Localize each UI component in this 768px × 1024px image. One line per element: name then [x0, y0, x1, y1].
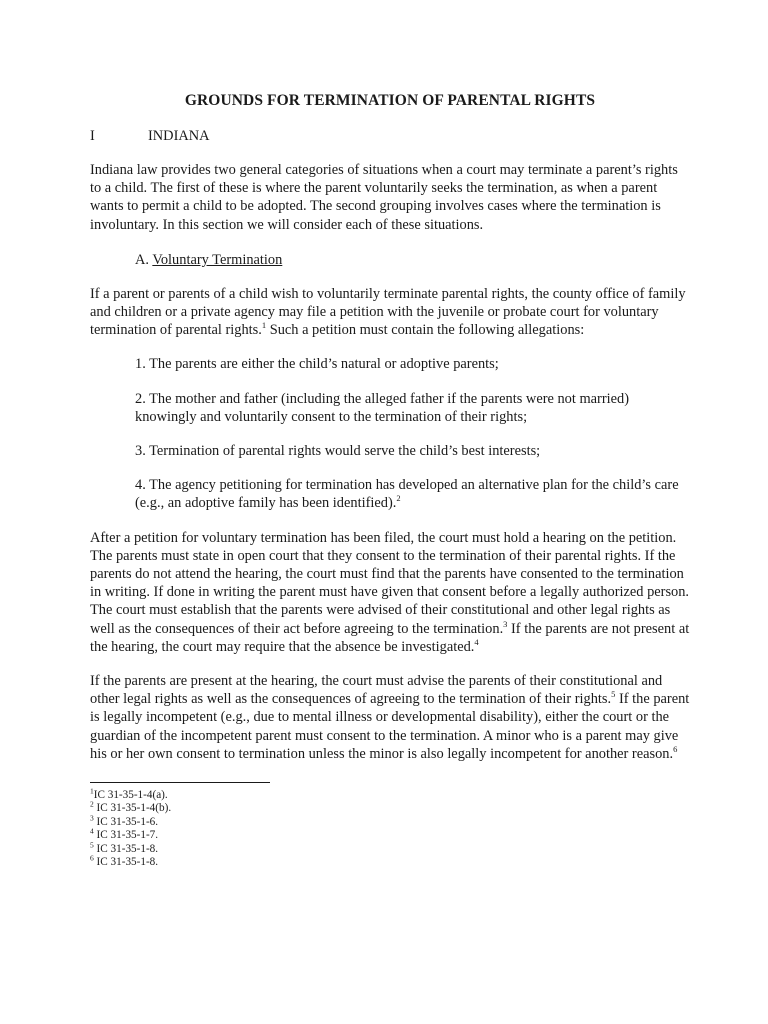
petition-text: If a parent or parents of a child wish to voluntarily terminate parental rights, the county office of family and children or a private agency may file a petition with the juvenile or probate court for voluntary termination of parental rights. [90, 285, 686, 339]
footnote-number: 6 [90, 853, 94, 863]
allegations-list [90, 355, 690, 512]
footnote-ref: 3 [503, 618, 508, 629]
footnote [90, 799, 690, 815]
hearing-paragraph [90, 529, 690, 656]
footnote-number: 4 [90, 826, 94, 836]
subsection-prefix: A. [135, 251, 153, 268]
footnote-ref: 4 [474, 637, 479, 648]
hearing-text-part2: If the parents are not present at the hearing, the court may require that the absence be investigated. [90, 620, 690, 655]
footnote-ref: 1 [261, 320, 267, 331]
document-title: GROUNDS FOR TERMINATION OF PARENTAL RIGHTS [184, 92, 596, 109]
footnotes [90, 786, 690, 869]
allegation-text: 1. The parents are either the child’s natural or adoptive parents; [135, 356, 499, 373]
document-page [90, 91, 690, 870]
footnote [90, 813, 690, 829]
list-item [135, 390, 690, 426]
intro-paragraph: Indiana law provides two general categories of situations when a court may terminate a parent’s rights to a child. The first of these is where the parent voluntarily seeks the termination, as when a parent wants to permit a child to be adopted. The second grouping involves cases where the termination is involuntary. In this section we will consider each of these situations. [90, 162, 678, 233]
footnote-text: IC 31-35-1-4(b). [93, 802, 172, 815]
footnote-number: 2 [90, 799, 94, 809]
footnote-divider [90, 782, 270, 783]
footnote [90, 826, 690, 842]
allegation-text: 4. The agency petitioning for termination has developed an alternative plan for the child’s care (e.g., an adoptive family has been identified). [135, 477, 679, 512]
petition-paragraph [90, 285, 690, 340]
footnote-text: IC 31-35-1-8. [93, 842, 159, 855]
footnote [90, 853, 690, 869]
present-paragraph [90, 672, 690, 763]
hearing-text-part1: After a petition for voluntary termination has been filed, the court must hold a hearing on the petition. The parents must state in open court that they consent to the termination of their parental rights. If the parents do not attend the hearing, the court must find that the parents have consented to the termination in writing. If done in writing the parent must have given that consent before a legally authorized person. The court must establish that the parents were advised of their constitutional and other legal rights as well as the consequences of their act before agreeing to the termination. [90, 529, 690, 637]
footnote-number: 3 [90, 813, 94, 823]
footnote-number: 5 [90, 839, 94, 849]
list-item [135, 476, 690, 512]
subsection-title: Voluntary Termination [152, 251, 283, 268]
footnote-text: IC 31-35-1-8. [93, 856, 159, 869]
footnote-text: IC 31-35-1-4(a). [93, 789, 168, 802]
section-name: INDIANA [148, 128, 210, 144]
section-heading [90, 127, 690, 145]
list-item [135, 442, 690, 460]
footnote-text: IC 31-35-1-6. [93, 815, 159, 828]
footnote-ref: 2 [396, 493, 401, 504]
section-number: I [90, 128, 95, 144]
list-item [135, 355, 690, 373]
footnote-text: IC 31-35-1-7. [93, 829, 159, 842]
present-text-part1: If the parents are present at the hearing, the court must advise the parents of their constitutional and other legal rights as well as the consequences of agreeing to the termination of their rights. [90, 673, 663, 708]
subsection-heading [135, 251, 690, 269]
footnote-number: 1 [90, 786, 94, 796]
present-text-part2: If the parent is legally incompetent (e.g., due to mental illness or developmental disability), either the court or the guardian of the incompetent parent must consent to the termination. A minor who is a parent may give his or her own consent to termination unless the minor is also legally incompetent for another reason. [90, 691, 690, 762]
allegation-text: 3. Termination of parental rights would serve the child’s best interests; [135, 443, 541, 460]
petition-text-after: Such a petition must contain the following allegations: [266, 322, 585, 339]
footnote-ref: 6 [673, 744, 678, 755]
footnote [90, 786, 690, 802]
footnote-ref: 5 [611, 689, 616, 700]
allegation-text: 2. The mother and father (including the alleged father if the parents were not married) knowingly and voluntarily consent to the termination of their rights; [135, 390, 630, 425]
footnote [90, 839, 690, 856]
